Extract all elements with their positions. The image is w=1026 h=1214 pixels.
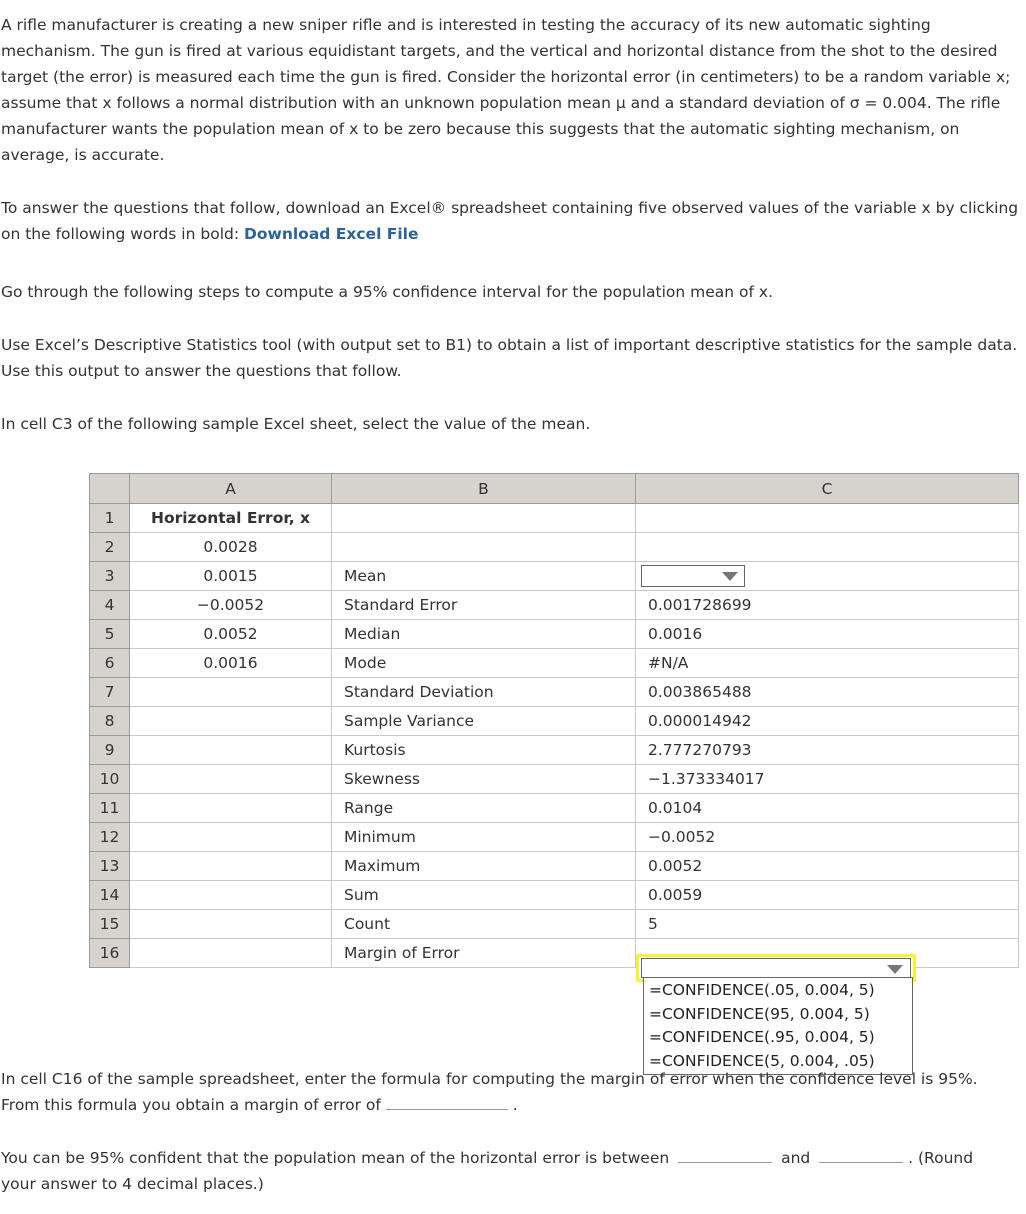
cell-c: 2.777270793 (636, 736, 1019, 765)
cell-b: Standard Error (332, 591, 636, 620)
cell-b: Kurtosis (332, 736, 636, 765)
conf-text-3: your answer to 4 decimal places.) (1, 1175, 264, 1193)
download-paragraph (1, 195, 1021, 247)
cell-a (130, 852, 332, 881)
mean-value-dropdown[interactable] (641, 565, 745, 587)
table-row (90, 794, 1019, 823)
cell-c: 0.0016 (636, 620, 1019, 649)
upper-bound-input[interactable] (819, 1148, 903, 1163)
c16-paragraph: In cell C16 of the sample spreadsheet, enter the formula for computing the margin of error when the confidence level is 95%. From this formula you obtain a margin of error of . (1, 1070, 978, 1114)
cell-b (332, 533, 636, 562)
confidence-paragraph (1, 1145, 1021, 1197)
intro-paragraph: A rifle manufacturer is creating a new sniper rifle and is interested in testing the accuracy of its new automatic sighting mechanism. The gun is fired at various equidistant targets, and the vertical and horizontal distance from the shot to the desired target (the error) is measured each time the gun is fired. Consider the horizontal error (in centimeters) to be a random variable x; assume that x follows a normal distribution with an unknown population mean μ and a standard deviation of σ = 0.004. The rifle manufacturer wants the population mean of x to be zero because this suggests that the automatic sighting mechanism, on average, is accurate. (1, 16, 1011, 164)
row-number: 2 (90, 533, 130, 562)
cell-c: −0.0052 (636, 823, 1019, 852)
row-number: 1 (90, 504, 130, 533)
cell-c: 5 (636, 910, 1019, 939)
cell-a (130, 765, 332, 794)
table-row (90, 562, 1019, 591)
row-number: 6 (90, 649, 130, 678)
cell-c: 0.0052 (636, 852, 1019, 881)
download-excel-link[interactable]: Download Excel File (244, 225, 419, 243)
formula-options-list (643, 977, 913, 1075)
row-number: 14 (90, 881, 130, 910)
table-row (90, 620, 1019, 649)
cell-a: 0.0052 (130, 620, 332, 649)
cell-c: 0.003865488 (636, 678, 1019, 707)
row-number: 16 (90, 939, 130, 968)
formula-option[interactable]: =CONFIDENCE(5, 0.004, .05) (649, 1051, 875, 1070)
conf-and: and (781, 1149, 811, 1167)
cell-a (130, 910, 332, 939)
cell-a (130, 678, 332, 707)
download-text: To answer the questions that follow, download an Excel® spreadsheet containing five observed values of the variable x by clicking on the following words in bold: (1, 199, 1019, 243)
cell-a (130, 736, 332, 765)
row-number: 7 (90, 678, 130, 707)
cell-c (636, 504, 1019, 533)
cell-instruction: In cell C3 of the following sample Excel sheet, select the value of the mean. (1, 415, 591, 433)
excel-sheet (89, 473, 1019, 968)
row-number: 12 (90, 823, 130, 852)
row-number: 13 (90, 852, 130, 881)
cell-b: Standard Deviation (332, 678, 636, 707)
cell-a (130, 707, 332, 736)
row-number: 9 (90, 736, 130, 765)
cell-c: −1.373334017 (636, 765, 1019, 794)
table-row (90, 736, 1019, 765)
c16-text-1: In cell C16 of the sample spreadsheet, enter the formula for computing the margin of error when the confidence level is 95%. (1, 1070, 978, 1088)
steps-paragraph: Go through the following steps to compute a 95% confidence interval for the population mean of x. (1, 283, 774, 301)
column-header-a: A (130, 474, 332, 504)
conf-text-1: You can be 95% confident that the population mean of the horizontal error is between (1, 1149, 670, 1167)
cell-c: 0.0104 (636, 794, 1019, 823)
formula-option[interactable]: =CONFIDENCE(.05, 0.004, 5) (649, 981, 875, 999)
cell-a: 0.0028 (130, 533, 332, 562)
cell-b (332, 504, 636, 533)
table-row (90, 678, 1019, 707)
row-number: 4 (90, 591, 130, 620)
row-number: 10 (90, 765, 130, 794)
cell-b: Sum (332, 881, 636, 910)
row-number: 11 (90, 794, 130, 823)
chevron-down-icon (887, 965, 903, 974)
formula-option[interactable]: =CONFIDENCE(95, 0.004, 5) (649, 1004, 870, 1023)
table-row (90, 591, 1019, 620)
cell-a (130, 823, 332, 852)
cell-b: Margin of Error (332, 939, 636, 968)
cell-a: 0.0015 (130, 562, 332, 591)
table-row (90, 649, 1019, 678)
c16-text-2: From this formula you obtain a margin of error of (1, 1096, 381, 1114)
cell-b: Range (332, 794, 636, 823)
table-row (90, 852, 1019, 881)
cell-a (130, 881, 332, 910)
cell-a: 0.0016 (130, 649, 332, 678)
row-number: 15 (90, 910, 130, 939)
cell-b: Count (332, 910, 636, 939)
cell-b: Skewness (332, 765, 636, 794)
table-row (90, 910, 1019, 939)
column-header-c: C (636, 474, 1019, 504)
table-row (90, 533, 1019, 562)
cell-a: −0.0052 (130, 591, 332, 620)
table-row (90, 881, 1019, 910)
cell-c (636, 533, 1019, 562)
cell-a: Horizontal Error, x (130, 504, 332, 533)
table-row (90, 504, 1019, 533)
margin-of-error-input[interactable] (386, 1095, 508, 1110)
cell-b: Mean (332, 562, 636, 591)
chevron-down-icon (722, 572, 738, 581)
cell-c-mean (636, 562, 1019, 591)
cell-b: Maximum (332, 852, 636, 881)
tool-paragraph: Use Excel’s Descriptive Statistics tool (with output set to B1) to obtain a list of important descriptive statistics for the sample data. Use this output to answer the questions that follow. (1, 336, 1018, 380)
row-number: 3 (90, 562, 130, 591)
row-number: 5 (90, 620, 130, 649)
cell-b: Minimum (332, 823, 636, 852)
column-header-b: B (332, 474, 636, 504)
corner-header (90, 474, 130, 504)
cell-b: Median (332, 620, 636, 649)
cell-b: Mode (332, 649, 636, 678)
cell-c: 0.000014942 (636, 707, 1019, 736)
lower-bound-input[interactable] (678, 1148, 772, 1163)
cell-a (130, 794, 332, 823)
conf-text-2: . (Round (908, 1149, 974, 1167)
cell-a (130, 939, 332, 968)
table-row (90, 707, 1019, 736)
cell-c: 0.0059 (636, 881, 1019, 910)
table-row (90, 765, 1019, 794)
cell-c: #N/A (636, 649, 1019, 678)
cell-c: 0.001728699 (636, 591, 1019, 620)
formula-option[interactable]: =CONFIDENCE(.95, 0.004, 5) (649, 1028, 875, 1046)
cell-b: Sample Variance (332, 707, 636, 736)
table-row (90, 823, 1019, 852)
row-number: 8 (90, 707, 130, 736)
